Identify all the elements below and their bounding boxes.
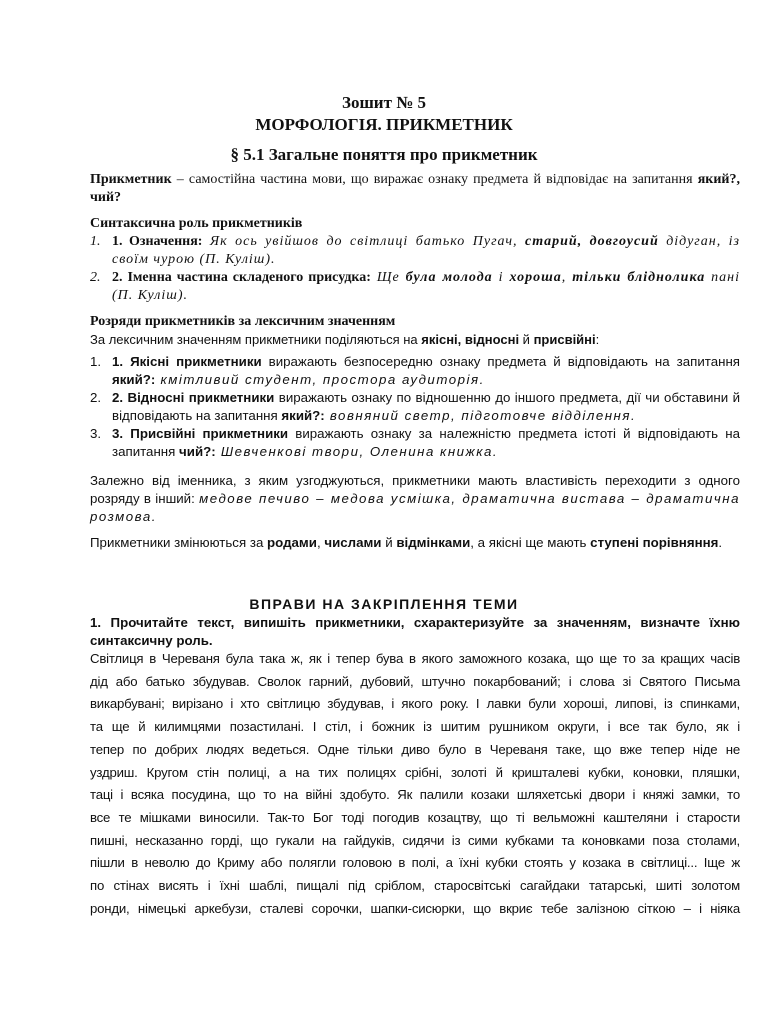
- section-title: § 5.1 Загальне поняття про прикметник: [230, 145, 538, 164]
- lexical-intro: [90, 331, 740, 349]
- lexical-intro-bold: якісні, відносні: [421, 332, 520, 347]
- changes-bold: ступені порівняння: [590, 535, 719, 550]
- lexical-intro-text: За лексичним значенням прикметники поділяються на: [90, 332, 422, 347]
- syntax-example: дідуган, із своїм чурою (П. Куліш).: [112, 234, 741, 267]
- lexical-item-question: чий?:: [179, 444, 216, 459]
- syntax-example: пані (П. Куліш).: [112, 270, 741, 303]
- syntax-example-bold: старий, довгоусий: [525, 234, 659, 249]
- lexical-item-example: кмітливий студент, простора аудиторія.: [155, 372, 485, 387]
- reading-line: пішли в неволю до Криму або полягли головою в полі, а їхні кубки стоять у козака в світлиці... Іще ж: [90, 855, 740, 871]
- reading-line: пишні, несказанно горді, що гукали на гайдуків, сидячи із сими кубками та коновками поза столами,: [90, 832, 740, 848]
- changes-text: , а якісні ще мають: [470, 535, 591, 550]
- syntax-example-bold: хороша: [509, 270, 562, 285]
- syntax-example: Ще: [370, 270, 406, 285]
- transition-example: медове печиво – медова усмішка, драматична вистава – драматична розмова.: [90, 491, 740, 524]
- reading-line: та ще й килимцями позастилані. І стіл, і божник із шитим рушником округи, і все так було, як і: [90, 719, 740, 735]
- syntax-heading: Синтаксична роль прикметників: [90, 216, 303, 231]
- syntax-example-bold: тільки бліднолика: [572, 270, 706, 285]
- syntax-item-number: 1.: [90, 234, 101, 249]
- lexical-item-label: 2. Відносні прикметники: [112, 390, 275, 405]
- reading-line: дід або батько збудував. Сволок гарний, дубовий, штучно покарбований; і слова зі Святого Письма: [90, 673, 740, 689]
- reading-line: уздриш. Кругом стін полиці, а на тих полицях срібні, золоті й кришталеві кубки, коновки, пляшки,: [90, 764, 740, 780]
- reading-line: ронди, німецькі аркебузи, сталеві сорочки, шапки-сисюрки, що вкриє тебе залізною сіткою – і ніяка: [90, 900, 740, 916]
- lexical-item-1: [90, 353, 740, 389]
- lexical-item-text: виражають ознаку по відношенню до іншого предмета, дії чи обставини й відповідають на запитання: [112, 390, 741, 423]
- syntax-example: ,: [561, 270, 573, 285]
- lexical-item-number: 3.: [90, 426, 102, 441]
- changes-bold: числами: [324, 535, 382, 550]
- syntax-item-1: [90, 233, 740, 269]
- lexical-item-example: Шевченкові твори, Оленина книжка.: [215, 444, 499, 459]
- changes-bold: родами: [267, 535, 317, 550]
- reading-line: викарбувані; вирізано і хто світлицю збудував, і якого року. І лавки були хороші, липові, із спинками,: [90, 696, 740, 712]
- exercises-heading: ВПРАВИ НА ЗАКРІПЛЕННЯ ТЕМИ: [249, 596, 519, 612]
- syntax-example-bold: була молода: [405, 270, 493, 285]
- transition-text: Залежно від іменника, з яким узгоджуються, прикметники мають властивість переходити з одного розряду в інший:: [90, 473, 740, 506]
- lexical-item-text: виражають ознаку за належністю предмета істоті й відповідають на запитання: [112, 426, 740, 459]
- definition-paragraph: [90, 171, 740, 207]
- lexical-item-number: 2.: [90, 390, 102, 405]
- definition-questions: який?, чий?: [90, 172, 740, 205]
- lexical-heading: Розряди прикметників за лексичним значенням: [90, 314, 396, 329]
- syntax-item-number: 2.: [90, 270, 101, 285]
- transition-paragraph: [90, 472, 740, 526]
- exercise-task: 1. Прочитайте текст, випишіть прикметники, схарактеризуйте за значенням, визначте їхню синтаксичну роль.: [90, 615, 740, 648]
- definition-text: – самостійна частина мови, що виражає ознаку предмета й відповідає на запитання: [171, 172, 698, 187]
- changes-text: .: [718, 535, 723, 550]
- changes-text: й: [381, 535, 397, 550]
- syntax-item-label: 2. Іменна частина складеного присудка:: [112, 270, 371, 285]
- reading-text: [90, 648, 740, 920]
- reading-line: таці і всяка посудина, що то на війні здобуто. Як палили козаки шляхетські двори і княжі замки, то: [90, 787, 740, 803]
- lexical-item-example: вовняний светр, підготовче відділення.: [324, 408, 637, 423]
- changes-text: ,: [316, 535, 325, 550]
- reading-line: все те мішками виносили. Так-то Бог тоді погодив козацтву, що ті вельможні каштеляни і старости: [90, 809, 740, 825]
- reading-line: тепер по добрих людях ведеться. Одне тільки диво було в Череваня таке, що вже тепер ніде не: [90, 741, 740, 757]
- lexical-item-3: [90, 425, 740, 461]
- lexical-item-label: 1. Якісні прикметники: [112, 354, 262, 369]
- lexical-item-number: 1.: [90, 354, 102, 369]
- syntax-example: і: [492, 270, 510, 285]
- definition-term: Прикметник: [90, 172, 172, 187]
- changes-text: Прикметники змінюються за: [90, 535, 268, 550]
- lexical-intro-bold: присвійні: [533, 332, 596, 347]
- syntax-item-2: [90, 269, 740, 305]
- changes-paragraph: [90, 534, 740, 552]
- topic-title: МОРФОЛОГІЯ. ПРИКМЕТНИК: [255, 115, 513, 134]
- lexical-intro-text: й: [519, 332, 534, 347]
- lexical-item-label: 3. Присвійні прикметники: [112, 426, 289, 441]
- syntax-example: Як ось увійшов до світлиці батько Пугач,: [202, 234, 526, 249]
- reading-line: по стінах висять і їхні шаблі, пищалі під сріблом, старосвітські сагайдаки татарські, шиті золотом: [90, 878, 740, 894]
- lexical-item-text: виражають безпосередню ознаку предмета й відповідають на запитання: [261, 354, 740, 369]
- lexical-item-2: [90, 389, 740, 425]
- notebook-title: Зошит № 5: [341, 93, 427, 112]
- lexical-intro-text: :: [595, 332, 600, 347]
- syntax-item-label: 1. Означення:: [112, 234, 203, 249]
- lexical-item-question: який?:: [112, 372, 156, 387]
- reading-line: Світлиця в Череваня була така ж, як і тепер бува в якого заможного козака, що ще то за кращих часів: [90, 651, 740, 666]
- changes-bold: відмінками: [396, 535, 471, 550]
- lexical-item-question: який?:: [281, 408, 325, 423]
